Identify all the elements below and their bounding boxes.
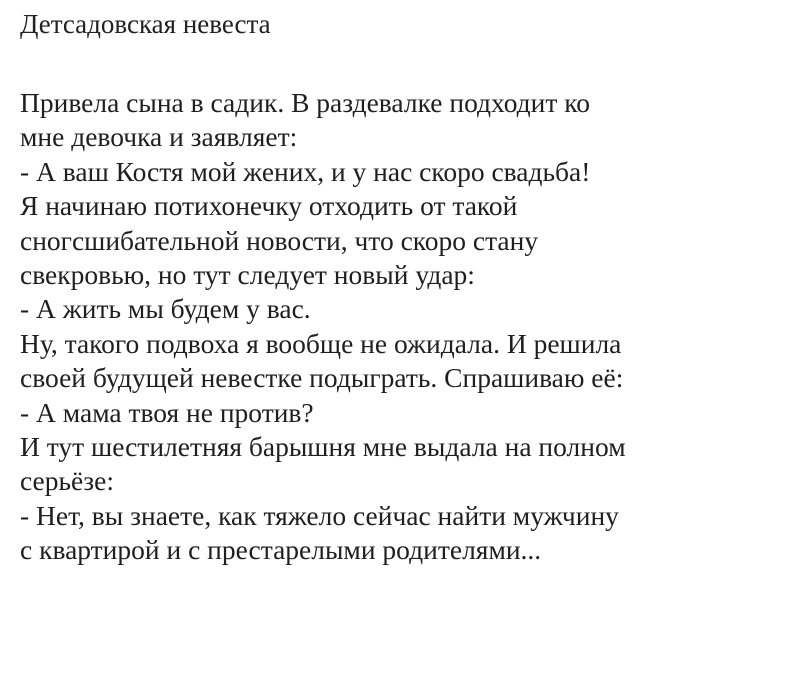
page-title: Детсадовская невеста [20,9,271,39]
story-line: - А жить мы будем у вас. [20,293,311,325]
story-line: свекровью, но тут следует новый удар: [20,259,475,291]
story-line: - Нет, вы знаете, как тяжело сейчас найти мужчину [20,499,619,531]
story-line: И тут шестилетняя барышня мне выдала на полном [20,431,626,463]
story-text [20,86,790,568]
story-line: с квартирой и с престарелыми родителями... [20,534,542,566]
story-line: своей будущей невестке подыграть. Спрашиваю её: [20,362,624,394]
story-line: - А мама твоя не против? [20,396,314,428]
story-line: - А ваш Костя мой жених, и у нас скоро свадьба! [20,155,591,187]
story-line: Я начинаю потихонечку отходить от такой [20,190,518,222]
story-line: Привела сына в садик. В раздевалке подходит ко [20,87,590,118]
story-line: Ну, такого подвоха я вообще не ожидала. И решила [20,327,622,359]
story-line: сногсшибательной новости, что скоро стану [20,224,539,256]
story-line: мне девочка и заявляет: [20,121,298,153]
story-line: серьёзе: [20,465,114,497]
